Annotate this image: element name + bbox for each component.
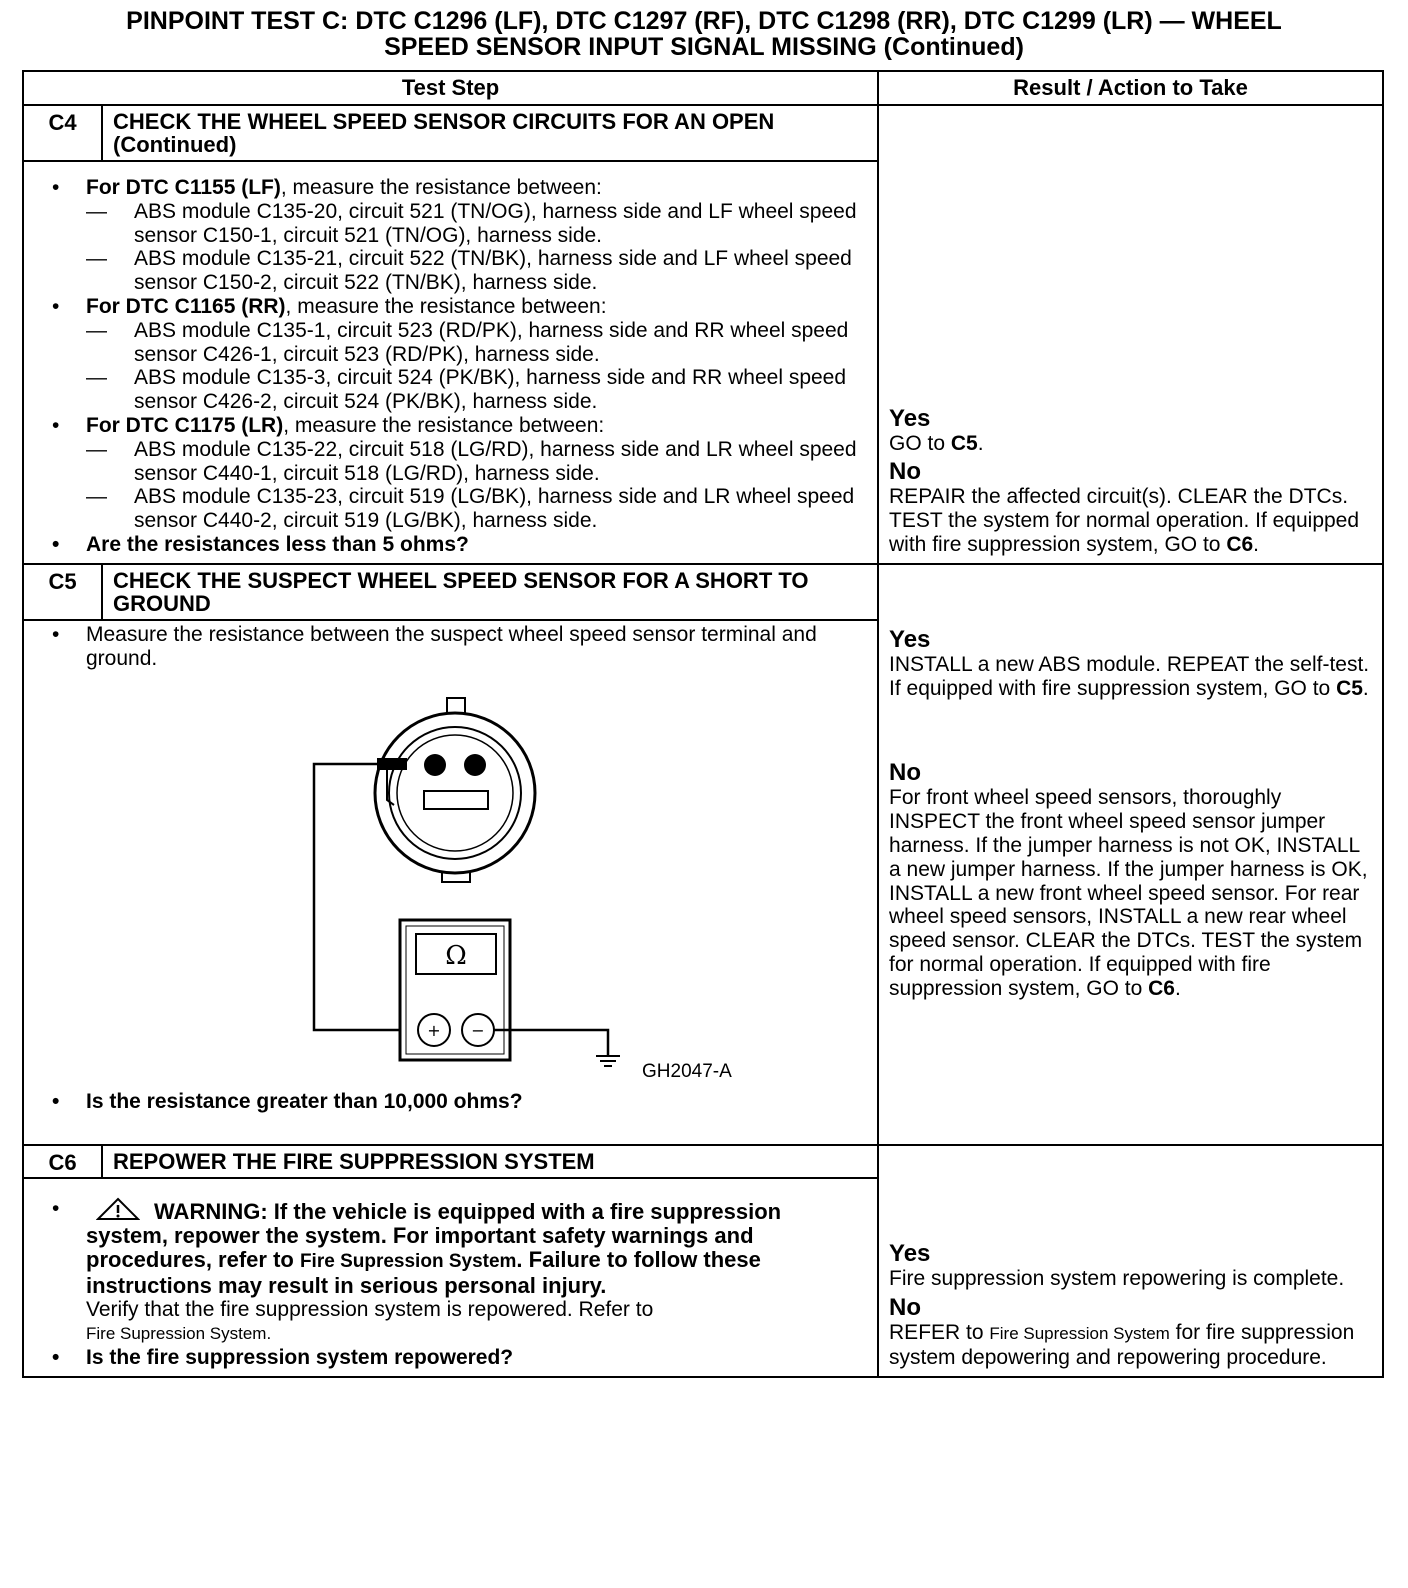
c4-rr-intro: , measure the resistance between: <box>285 294 607 318</box>
step-c6-heading-row <box>23 1145 1383 1178</box>
c6-question: • Is the fire suppression system repowered? <box>50 1346 869 1370</box>
c4-question: • Are the resistances less than 5 ohms? <box>50 533 869 557</box>
step-c5-heading: CHECK THE SUSPECT WHEEL SPEED SENSOR FOR A SHORT TO GROUND <box>102 564 878 620</box>
c5-no-action: For front wheel speed sensors, thoroughly INSPECT the front wheel speed sensor jumper harness. If the jumper harness is not OK, INSTALL a new jumper harness. If the jumper harness is OK, INSTALL a new front wheel speed sensor. For rear wheel speed sensors, INSTALL a new rear wheel speed sensor. CLEAR the DTCs. TEST the system for normal operation. If equipped with fire suppression system, GO to <box>889 786 1368 1000</box>
c6-yes-label: Yes <box>889 1240 931 1268</box>
step-c6-id: C6 <box>23 1145 102 1178</box>
c4-no-ref: C6 <box>1226 532 1254 556</box>
step-c6-body <box>23 1178 878 1376</box>
step-c4-body <box>23 161 878 564</box>
step-c4-id: C4 <box>23 105 102 161</box>
c6-no-ref: Fire Supression System <box>989 1323 1170 1343</box>
step-c5-result <box>878 564 1383 1145</box>
c4-lf-intro: , measure the resistance between: <box>280 176 602 199</box>
minus-label: − <box>471 1021 485 1041</box>
c4-yes-text <box>889 432 1376 456</box>
c5-step: • Measure the resistance between the suspect wheel speed sensor terminal and ground. <box>50 623 869 671</box>
c6-no-post: for fire suppression system depowering and repowering procedure. <box>889 1320 1355 1369</box>
c4-rr-dtc: For DTC C1165 (RR) <box>86 294 286 318</box>
c4-lr-intro: , measure the resistance between: <box>283 413 605 437</box>
c5-yes-ref: C5 <box>1336 676 1363 700</box>
c4-rr-dash-1: — ABS module C135-1, circuit 523 (RD/PK), harness side and RR wheel speed sensor C426-1, circuit 523 (RD/PK), harness side. <box>86 319 869 367</box>
step-c4-heading-row <box>23 105 1383 161</box>
c5-no-end: . <box>1174 976 1181 1000</box>
c4-lr-dtc: For DTC C1175 (LR) <box>86 413 284 437</box>
c6-verify-ref: Fire Supression System. <box>86 1323 272 1343</box>
step-c6-heading: REPOWER THE FIRE SUPPRESSION SYSTEM <box>102 1145 878 1178</box>
wiring-figure <box>34 670 874 1090</box>
c4-bullet-rr <box>50 295 869 414</box>
c6-warning <box>50 1197 869 1346</box>
ohm-symbol: Ω <box>445 941 467 972</box>
c6-no-text <box>889 1321 1376 1370</box>
c6-warning-ref: Fire Supression System <box>299 1251 517 1273</box>
c4-lf-dash-2: — ABS module C135-21, circuit 522 (TN/BK), harness side and LF wheel speed sensor C150-2, circuit 522 (TN/BK), harness side. <box>86 247 869 295</box>
test-probe <box>377 758 407 770</box>
c5-yes-action: INSTALL a new ABS module. REPEAT the self-test. If equipped with fire suppression system, GO to <box>889 652 1370 700</box>
c4-rr-dash-2: — ABS module C135-3, circuit 524 (PK/BK), harness side and RR wheel speed sensor C426-2, circuit 524 (PK/BK), harness side. <box>86 366 869 414</box>
title-line-2: SPEED SENSOR INPUT SIGNAL MISSING (Continued) <box>384 33 1024 61</box>
c4-yes-label: Yes <box>889 404 931 432</box>
pinpoint-test-table <box>22 70 1384 1378</box>
c5-question: • Is the resistance greater than 10,000 ohms? <box>50 1090 869 1114</box>
sensor-terminal-1 <box>424 754 446 776</box>
c6-yes-text: Fire suppression system repowering is complete. <box>889 1267 1345 1291</box>
c6-warning-pre: WARNING: If the vehicle is equipped with a fire suppression system, repower the system. For important safety warnings and procedures, refer to <box>86 1199 782 1273</box>
warning-triangle-icon <box>96 1197 140 1221</box>
c6-no-pre: REFER to <box>889 1320 990 1344</box>
c4-no-action: REPAIR the affected circuit(s). CLEAR the DTCs. TEST the system for normal operation. If equipped with fire suppression system, GO to <box>889 485 1360 556</box>
c4-lf-dtc: For DTC C1155 (LF) <box>86 176 281 199</box>
c6-verify: Verify that the fire suppression system is repowered. Refer to <box>86 1298 654 1322</box>
c4-lr-dash-1: — ABS module C135-22, circuit 518 (LG/RD), harness side and LR wheel speed sensor C440-1, circuit 518 (LG/RD), harness side. <box>86 438 869 486</box>
c5-no-ref: C6 <box>1148 976 1175 1000</box>
step-c5-id: C5 <box>23 564 102 620</box>
sensor-diagram <box>34 670 869 1090</box>
c4-yes-ref: C5 <box>950 431 978 455</box>
step-c4-heading: CHECK THE WHEEL SPEED SENSOR CIRCUITS FOR AN OPEN (Continued) <box>102 105 878 161</box>
figure-id: GH2047-A <box>642 1061 732 1083</box>
c4-yes-action: GO to <box>889 431 951 455</box>
c6-no-label: No <box>889 1293 922 1321</box>
sensor-key <box>424 791 488 809</box>
header-test-step: Test Step <box>23 71 878 105</box>
c4-yes-end: . <box>977 431 984 455</box>
c6-warning-text <box>86 1197 869 1298</box>
c4-lr-dash-2: — ABS module C135-23, circuit 519 (LG/BK), harness side and LR wheel speed sensor C440-2, circuit 519 (LG/BK), harness side. <box>86 485 869 533</box>
step-c5-body <box>23 620 878 1145</box>
step-c6-result <box>878 1145 1383 1376</box>
c5-no-label: No <box>889 759 922 787</box>
c5-yes-text <box>889 653 1376 701</box>
page-title <box>0 8 1408 60</box>
title-line-1: PINPOINT TEST C: DTC C1296 (LF), DTC C1297 (RF), DTC C1298 (RR), DTC C1299 (LR) — WHEEL <box>126 7 1282 35</box>
header-result: Result / Action to Take <box>878 71 1383 105</box>
c4-lf-dash-1: — ABS module C135-20, circuit 521 (TN/OG), harness side and LF wheel speed sensor C150-1, circuit 521 (TN/OG), harness side. <box>86 200 869 248</box>
c5-yes-end: . <box>1362 676 1369 700</box>
step-c5-heading-row <box>23 564 1383 620</box>
c6-warning-post: . Failure to follow these instructions may result in serious personal injury. <box>86 1247 761 1299</box>
c4-bullet-lr <box>50 414 869 533</box>
c5-no-text <box>889 786 1376 1000</box>
c4-no-text <box>889 485 1376 556</box>
c4-bullet-lf <box>50 176 869 295</box>
sensor-terminal-2 <box>464 754 486 776</box>
c5-yes-label: Yes <box>889 625 931 653</box>
step-c4-result <box>878 105 1383 564</box>
c4-no-label: No <box>889 458 922 486</box>
table-header-row <box>23 71 1383 105</box>
plus-label: + <box>427 1021 441 1041</box>
c4-no-end: . <box>1253 532 1260 556</box>
